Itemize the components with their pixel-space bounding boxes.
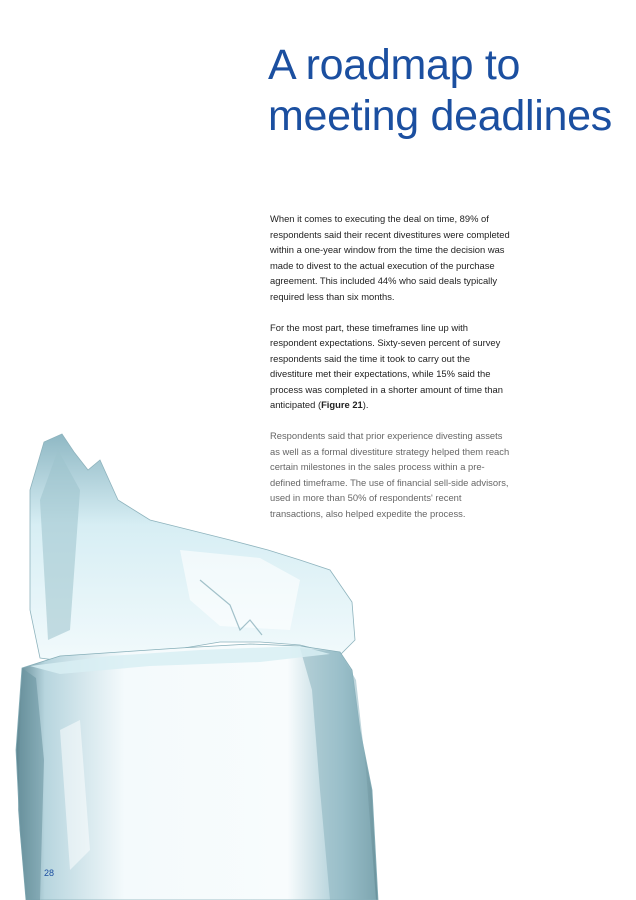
page-title-line-2: meeting deadlines <box>268 92 612 140</box>
ice-block-image <box>0 430 380 900</box>
figure-reference: Figure 21 <box>321 399 363 410</box>
paragraph-1: When it comes to executing the deal on time, 89% of respondents said their recent divestitures were completed within a one-year window from the time the decision was made to divest to the actual execution of the purchase agreement. This included 44% who said deals typically required less than six months. <box>270 213 510 302</box>
paragraph-3: Respondents said that prior experience divesting assets as well as a formal divestiture strategy helped them reach certain milestones in the sales process within a pre-defined timeframe. The use of financial sell-side advisors, used in more than 50% of respondents' recent transactions, also helped expedite the process. <box>270 430 510 519</box>
paragraph-2-end: ). <box>362 399 369 410</box>
paragraph-2 <box>270 320 510 413</box>
paragraph-2-text: For the most part, these timeframes line up with respondent expectations. Sixty-seven percent of survey respondents said the time it took to carry out the divestiture met their expectations, while 15% said the process was completed in a shorter amount of time than anticipated ( <box>270 321 503 410</box>
page-title-line-1: A roadmap to <box>268 41 521 89</box>
page-number: 28 <box>44 868 55 878</box>
ice-upper-block <box>30 434 355 662</box>
page-title <box>268 40 628 142</box>
